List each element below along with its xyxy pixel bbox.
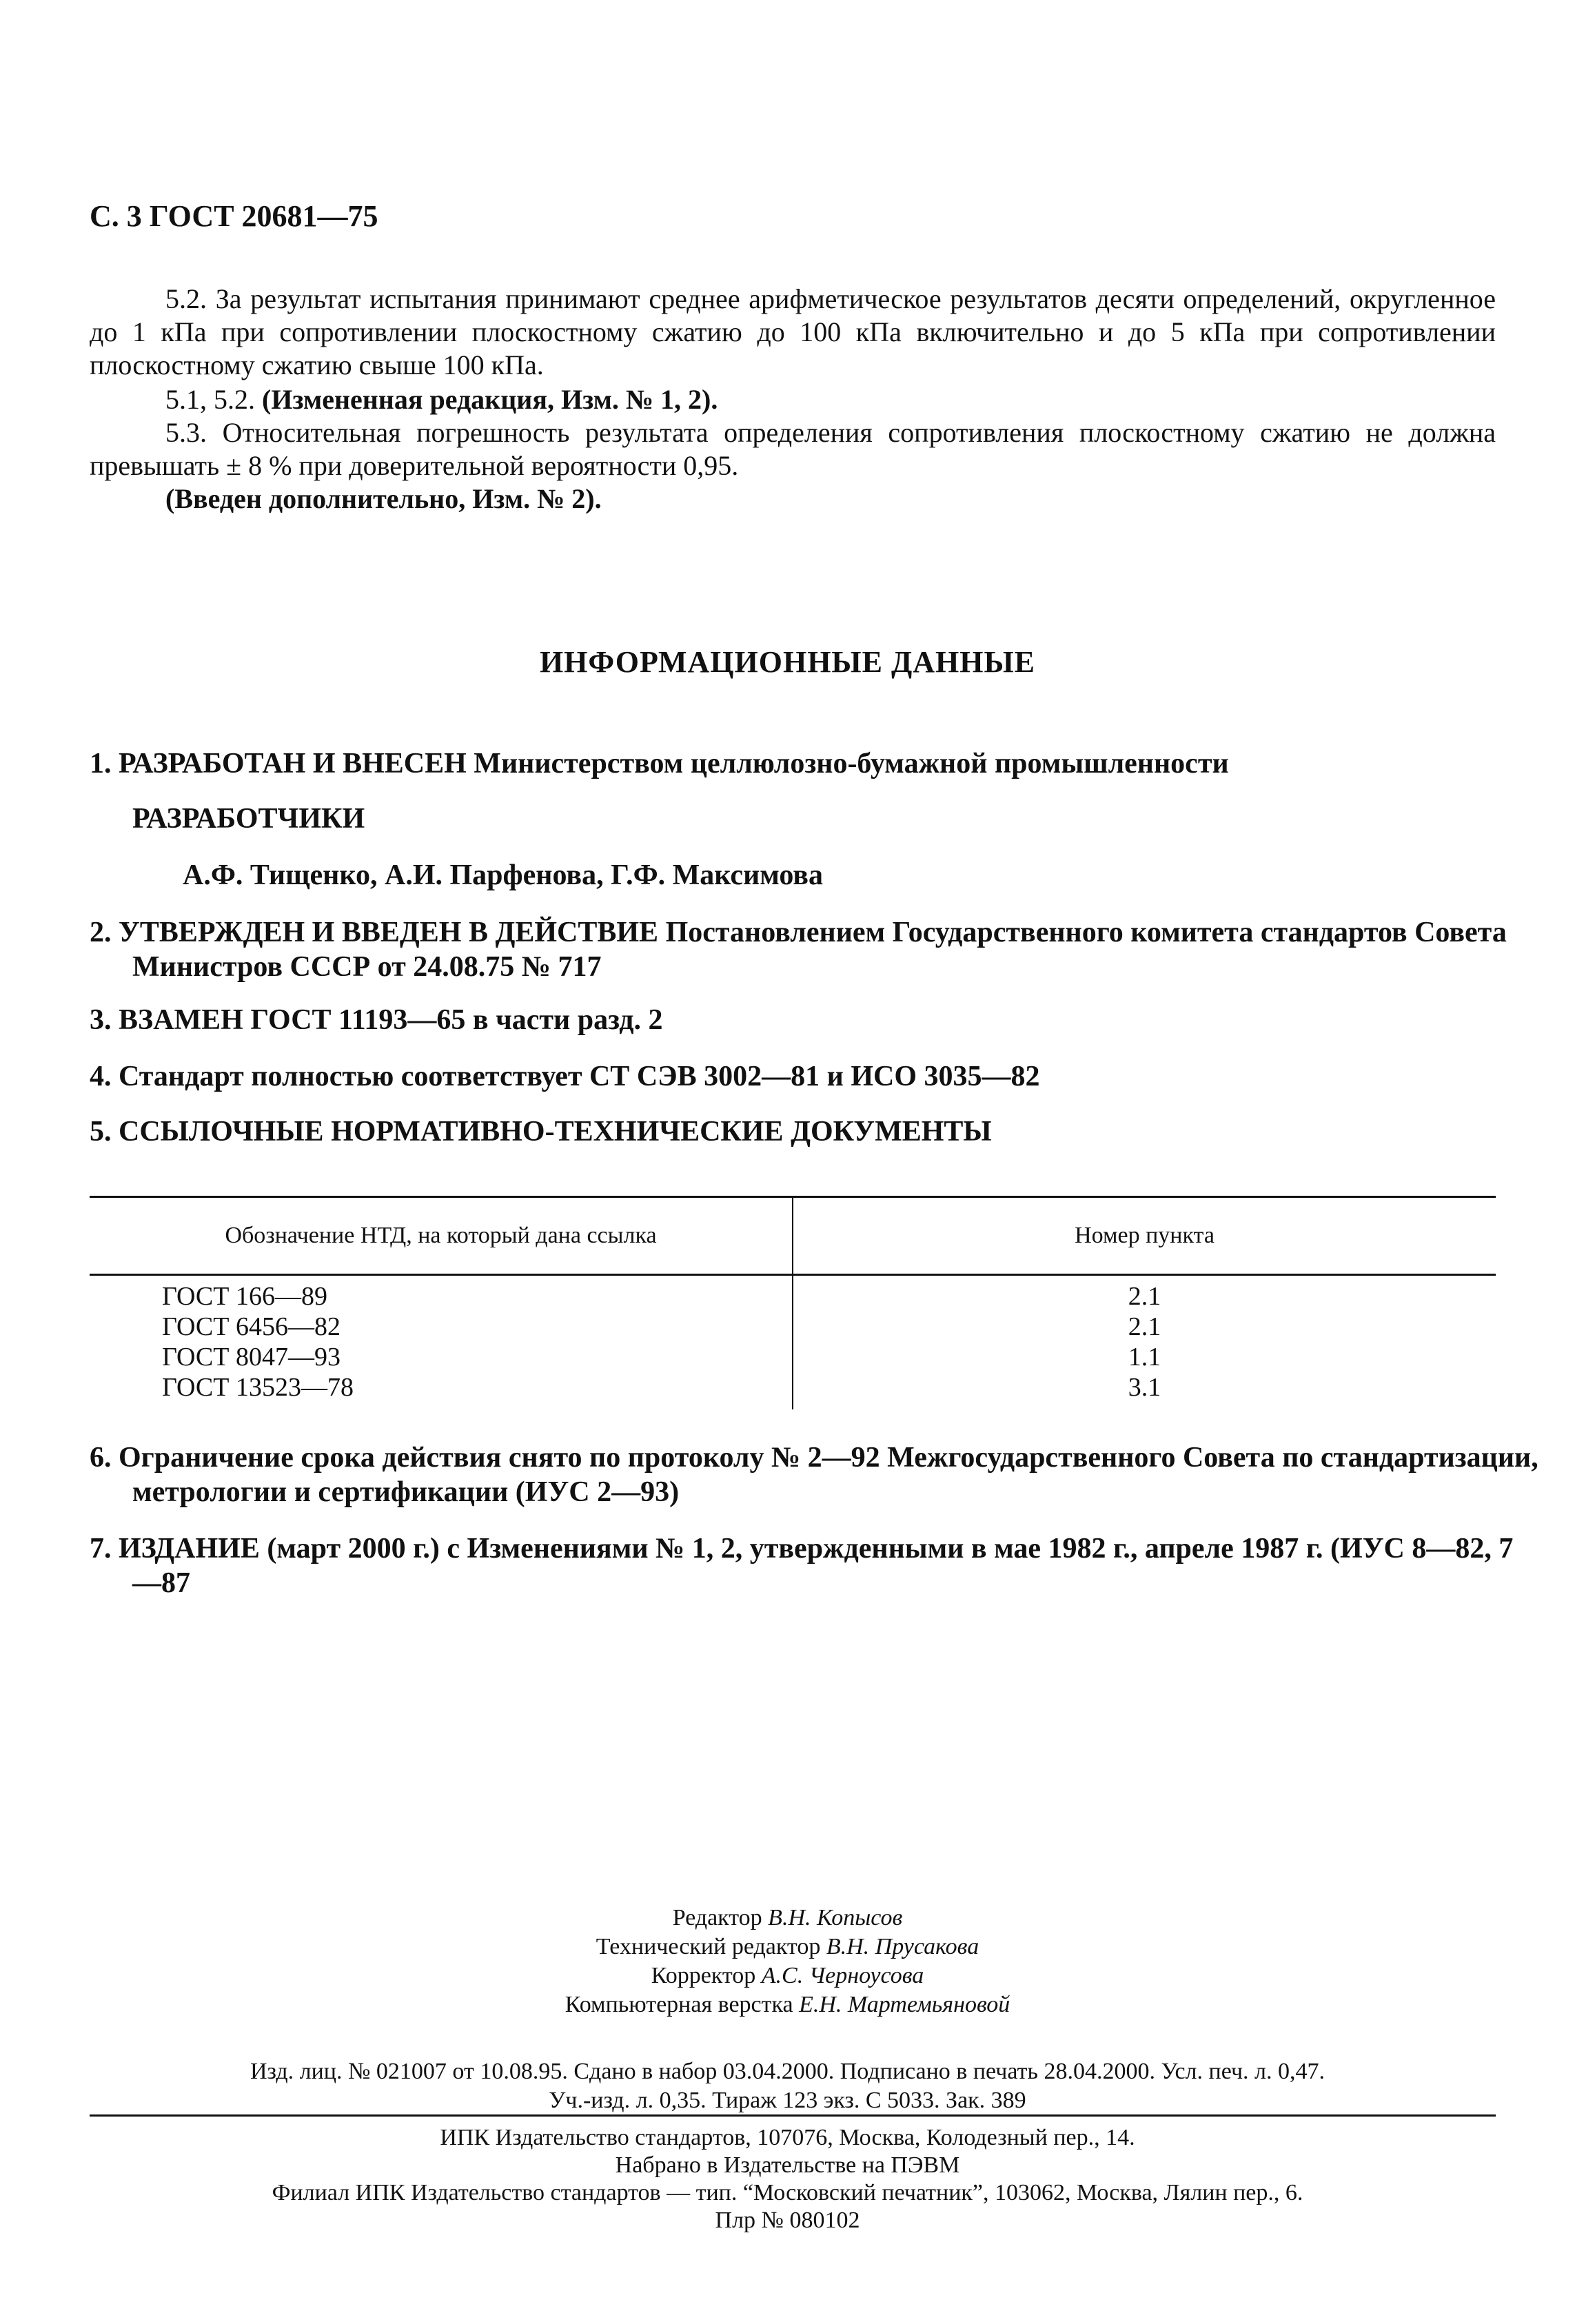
table-cell: ГОСТ 166—89 [162,1282,327,1311]
credit-layout: Компьютерная верстка Е.Н. Мартемьяновой [565,1992,1010,2017]
table-header-clause: Номер пункта [1075,1223,1215,1248]
imprint-line: Уч.-изд. л. 0,35. Тираж 123 экз. С 5033. Зак. 389 [549,2088,1026,2113]
footer-line: Плр № 080102 [715,2208,860,2233]
table-cell: ГОСТ 8047—93 [162,1343,341,1372]
table-cell: 2.1 [1128,1312,1161,1341]
footer-line: Филиал ИПК Издательство стандартов — тип. “Московский печатник”, 103062, Москва, Лялин пер., 6. [272,2180,1303,2205]
info-item-5: 5. ССЫЛОЧНЫЕ НОРМАТИВНО-ТЕХНИЧЕСКИЕ ДОКУМЕНТЫ [90,1116,992,1148]
developers-label: РАЗРАБОТЧИКИ [132,803,365,835]
imprint-line: Изд. лиц. № 021007 от 10.08.95. Сдано в набор 03.04.2000. Подписано в печать 28.04.2000. Усл. печ. л. 0,47. [250,2059,1325,2084]
amendment-note-2: (Введен дополнительно, Изм. № 2). [165,483,602,514]
credit-editor: Редактор В.Н. Копысов [672,1905,903,1930]
info-title: ИНФОРМАЦИОННЫЕ ДАННЫЕ [539,645,1036,679]
table-body [90,1276,1496,1409]
imprint-block [0,2057,1575,2115]
info-item-6: 6. Ограничение срока действия снято по протоколу № 2—92 Межгосударственного Совета по стандартизации, метрологии и сертификации (ИУС 2—93) [90,1442,1538,1508]
table-cell: ГОСТ 6456—82 [162,1312,341,1341]
table-header-designation: Обозначение НТД, на который дана ссылка [90,1198,793,1274]
paragraph-5-3-text: 5.3. Относительная погрешность результата определения сопротивления плоскостному сжатию не должна превышать ± 8 % при доверительной вероятности 0,95. [90,417,1496,481]
paragraph-5-2 [90,283,1496,382]
table-col-clause [793,1276,1496,1409]
paragraph-5-3 [90,416,1496,482]
paragraph-5-1-5-2-note [90,383,1496,416]
info-item-7: 7. ИЗДАНИЕ (март 2000 г.) с Изменениями № 1, 2, утвержденными в мае 1982 г., апреле 1987 г. (ИУС 8—82, 7—87 [90,1533,1514,1599]
credits-block [0,1904,1575,2019]
paragraph-5-3-note [90,482,1496,516]
table-cell: 3.1 [1128,1373,1161,1402]
footer-line: Набрано в Издательстве на ПЭВМ [615,2152,960,2178]
paragraph-5-2-text: 5.2. За результат испытания принимают среднее арифметическое результатов десяти определений, округленное до 1 кПа при сопротивлении плоскостному сжатию до 100 кПа включительно и до 5 кПа при сопротивлении плоскостному сжатию свыше 100 кПа. [90,283,1496,380]
table-header-row [90,1198,1496,1274]
info-item-3: 3. ВЗАМЕН ГОСТ 11193—65 в части разд. 2 [90,1004,663,1036]
reference-table [90,1196,1496,1409]
footer-block [0,2124,1575,2234]
table-cell: 1.1 [1128,1343,1161,1372]
table-cell: 2.1 [1128,1282,1161,1311]
amendment-note: (Измененная редакция, Изм. № 1, 2). [262,384,718,415]
page-header: С. 3 ГОСТ 20681—75 [90,199,378,233]
info-item-1: 1. РАЗРАБОТАН И ВНЕСЕН Министерством целлюлозно-бумажной промышленности [90,748,1229,779]
footer-rule [90,2114,1496,2117]
credit-corrector: Корректор А.С. Черноусова [651,1963,924,1988]
info-item-4: 4. Стандарт полностью соответствует СТ СЭВ 3002—81 и ИСО 3035—82 [90,1061,1040,1092]
developers-list: А.Ф. Тищенко, А.И. Парфенова, Г.Ф. Максимова [183,859,823,891]
table-cell: ГОСТ 13523—78 [162,1373,354,1402]
info-item-2: 2. УТВЕРЖДЕН И ВВЕДЕН В ДЕЙСТВИЕ Постановлением Государственного комитета стандартов Совета Министров СССР от 24.08.75 № 717 [90,917,1507,983]
credit-tech-editor: Технический редактор В.Н. Прусакова [596,1934,979,1959]
note-ref: 5.1, 5.2. [165,384,255,415]
table-col-designation [90,1276,793,1409]
footer-line: ИПК Издательство стандартов, 107076, Москва, Колодезный пер., 14. [440,2125,1135,2150]
